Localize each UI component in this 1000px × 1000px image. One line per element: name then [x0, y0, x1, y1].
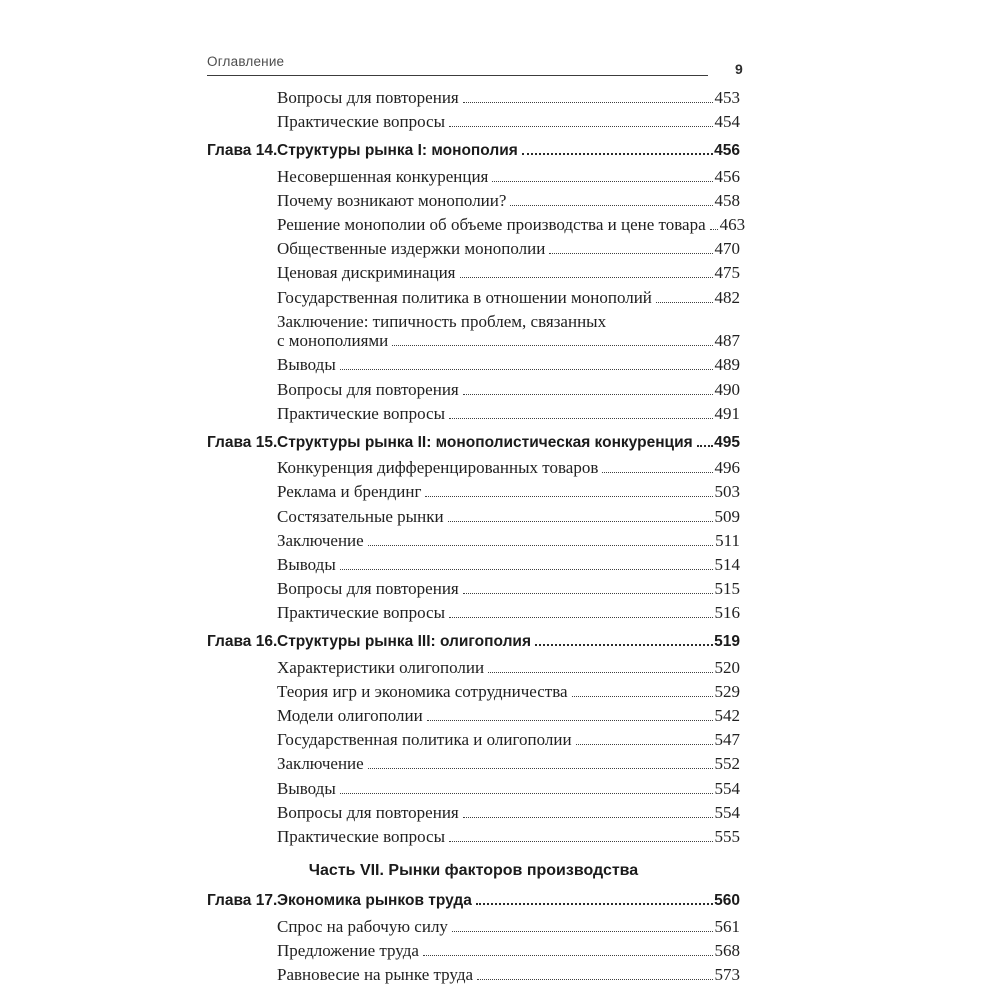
- chapter-prefix: Глава 17.: [207, 892, 278, 910]
- entry-title: Вопросы для повторения: [277, 379, 459, 399]
- entry-page-number: 542: [714, 706, 740, 725]
- toc-entry: [207, 458, 740, 482]
- entry-page-number: 458: [714, 190, 740, 210]
- entry-title: Практические вопросы: [277, 826, 445, 846]
- dotted-leader: [477, 979, 712, 980]
- entry-page-number: 490: [714, 379, 740, 399]
- chapter-page-number: 560: [714, 892, 740, 910]
- chapter-title: Структуры рынка III: олигополия: [277, 633, 532, 651]
- dotted-leader: [392, 345, 712, 346]
- chapter-prefix: Глава 15.: [207, 433, 278, 451]
- toc-entry: [207, 214, 746, 239]
- entry-page-number: 520: [714, 657, 740, 677]
- toc-entry: [207, 803, 740, 827]
- chapter-prefix: Глава 16.: [207, 633, 278, 651]
- dotted-leader: [476, 903, 713, 905]
- entry-title: с монополиями: [277, 331, 389, 351]
- dotted-leader: [710, 229, 718, 230]
- entry-page-number: 503: [714, 482, 740, 502]
- entry-title: Практические вопросы: [277, 603, 445, 623]
- toc-entry: [207, 658, 740, 682]
- entry-title: Практические вопросы: [277, 112, 445, 132]
- toc-entry: [207, 191, 740, 215]
- toc-entry: [207, 754, 740, 778]
- toc-entry: [207, 603, 740, 627]
- dotted-leader: [449, 617, 713, 618]
- entry-page-number: 554: [714, 802, 740, 822]
- entry-page-number: 514: [714, 554, 740, 574]
- entry-title: Теория игр и экономика сотрудничества: [277, 681, 568, 701]
- entry-title: Вопросы для повторения: [277, 802, 459, 822]
- dotted-leader: [340, 369, 713, 370]
- dotted-leader: [427, 720, 713, 721]
- dotted-leader: [522, 153, 713, 155]
- entry-title: Реклама и брендинг: [277, 482, 422, 502]
- toc-entry: [207, 730, 740, 754]
- entry-page-number: 453: [714, 88, 740, 107]
- entry-title: Вопросы для повторения: [277, 579, 459, 599]
- entry-title: Государственная политика и олигополии: [277, 730, 572, 750]
- toc-entry: [207, 579, 740, 603]
- header-rule: [207, 75, 708, 76]
- chapter-title: Структуры рынка II: монополистическая конкуренция: [277, 433, 693, 451]
- entry-title: Почему возникают монополии?: [277, 190, 507, 210]
- dotted-leader: [697, 445, 713, 447]
- dotted-leader: [368, 768, 713, 769]
- toc-chapter-entry: [207, 892, 740, 916]
- page-number: 9: [735, 61, 743, 77]
- toc-entry: [207, 482, 740, 506]
- dotted-leader: [463, 102, 713, 103]
- toc-entry: [207, 531, 740, 555]
- dotted-leader: [549, 253, 712, 254]
- dotted-leader: [449, 126, 713, 127]
- dotted-leader: [423, 955, 713, 956]
- entry-page-number: 470: [714, 239, 740, 259]
- entry-page-number: 573: [714, 964, 740, 984]
- dotted-leader: [425, 496, 712, 497]
- dotted-leader: [460, 277, 713, 278]
- entry-page-number: 475: [714, 263, 740, 283]
- entry-title: Общественные издержки монополии: [277, 239, 546, 259]
- chapter-prefix: Глава 14.: [207, 142, 278, 160]
- entry-title: Характеристики олигополии: [277, 657, 485, 677]
- entry-title: Несовершенная конкуренция: [277, 166, 489, 186]
- entry-title: Выводы: [277, 355, 336, 375]
- toc-entry: [207, 827, 740, 851]
- dotted-leader: [535, 644, 713, 646]
- toc-entry: [207, 167, 740, 191]
- entry-title: Заключение: [277, 530, 364, 550]
- dotted-leader: [576, 744, 713, 745]
- entry-page-number: 515: [714, 579, 740, 599]
- toc-entry: [207, 917, 740, 941]
- toc-chapter-entry: [207, 434, 740, 458]
- entry-page-number: 489: [714, 355, 740, 375]
- dotted-leader: [463, 593, 713, 594]
- entry-page-number: 496: [714, 458, 740, 478]
- toc-part-heading: Часть VII. Рынки факторов производства: [308, 862, 639, 880]
- chapter-page-number: 495: [714, 433, 740, 451]
- entry-title: Конкуренция дифференцированных товаров: [277, 458, 599, 478]
- toc-entry: [207, 288, 740, 312]
- entry-page-number: 482: [714, 287, 740, 307]
- entry-title: Государственная политика в отношении монополий: [277, 287, 652, 307]
- entry-title: Выводы: [277, 554, 336, 574]
- entry-page-number: 568: [714, 940, 740, 960]
- entry-page-number: 561: [714, 916, 740, 936]
- toc-entry: [207, 112, 740, 136]
- toc-entry-wrapped-line1: [207, 312, 740, 332]
- entry-page-number: 529: [714, 681, 740, 701]
- entry-page-number: 487: [714, 331, 740, 351]
- dotted-leader: [656, 302, 713, 303]
- entry-page-number: 516: [714, 603, 740, 623]
- running-header-title: Оглавление: [207, 54, 285, 69]
- toc-entry: [207, 555, 740, 579]
- toc-entry: [207, 239, 740, 263]
- chapter-title: Структуры рынка I: монополия: [277, 142, 518, 160]
- dotted-leader: [510, 205, 712, 206]
- entry-title: Практические вопросы: [277, 403, 445, 423]
- entry-title: Предложение труда: [277, 940, 419, 960]
- chapter-page-number: 456: [714, 142, 740, 160]
- entry-title: Равновесие на рынке труда: [277, 964, 474, 984]
- toc-entry: [207, 88, 740, 112]
- toc-entry: [207, 965, 740, 989]
- entry-page-number: 552: [714, 754, 740, 774]
- dotted-leader: [572, 696, 713, 697]
- toc-entry: [207, 941, 740, 965]
- dotted-leader: [452, 931, 713, 932]
- entry-page-number: 491: [714, 403, 740, 423]
- toc-entry: [207, 263, 740, 287]
- entry-page-number: 511: [715, 530, 740, 550]
- toc-list: [207, 88, 746, 989]
- toc-entry: [207, 380, 740, 404]
- toc-entry: [207, 404, 740, 428]
- dotted-leader: [463, 394, 713, 395]
- dotted-leader: [340, 569, 713, 570]
- entry-title: Спрос на рабочую силу: [277, 916, 448, 936]
- entry-title: Выводы: [277, 778, 336, 798]
- dotted-leader: [492, 181, 712, 182]
- entry-title: Состязательные рынки: [277, 506, 444, 526]
- entry-page-number: 554: [714, 778, 740, 798]
- dotted-leader: [368, 545, 713, 546]
- dotted-leader: [602, 472, 712, 473]
- dotted-leader: [463, 817, 713, 818]
- entry-title: Вопросы для повторения: [277, 88, 459, 107]
- toc-entry: [207, 779, 740, 803]
- entry-page-number: 509: [714, 506, 740, 526]
- entry-title: Заключение: типичность проблем, связанных: [277, 311, 607, 331]
- entry-page-number: 454: [714, 112, 740, 132]
- dotted-leader: [448, 521, 713, 522]
- entry-page-number: 547: [714, 730, 740, 750]
- dotted-leader: [449, 841, 713, 842]
- entry-title: Заключение: [277, 754, 364, 774]
- toc-entry: [207, 706, 740, 730]
- dotted-leader: [449, 418, 713, 419]
- toc-entry: [207, 355, 740, 379]
- toc-entry: [207, 507, 740, 531]
- toc-chapter-entry: [207, 633, 740, 657]
- entry-title: Ценовая дискриминация: [277, 263, 456, 283]
- entry-title: Решение монополии об объеме производства и цене товара: [277, 214, 706, 234]
- entry-title: Модели олигополии: [277, 706, 423, 725]
- chapter-title: Экономика рынков труда: [277, 892, 472, 910]
- dotted-leader: [488, 672, 712, 673]
- entry-page-number: 555: [714, 826, 740, 846]
- chapter-page-number: 519: [714, 633, 740, 651]
- dotted-leader: [340, 793, 713, 794]
- entry-page-number: 456: [714, 166, 740, 186]
- toc-entry-wrapped-line2: [207, 331, 740, 355]
- entry-page-number: 463: [719, 214, 746, 234]
- toc-chapter-entry: [207, 142, 740, 166]
- toc-entry: [207, 682, 740, 706]
